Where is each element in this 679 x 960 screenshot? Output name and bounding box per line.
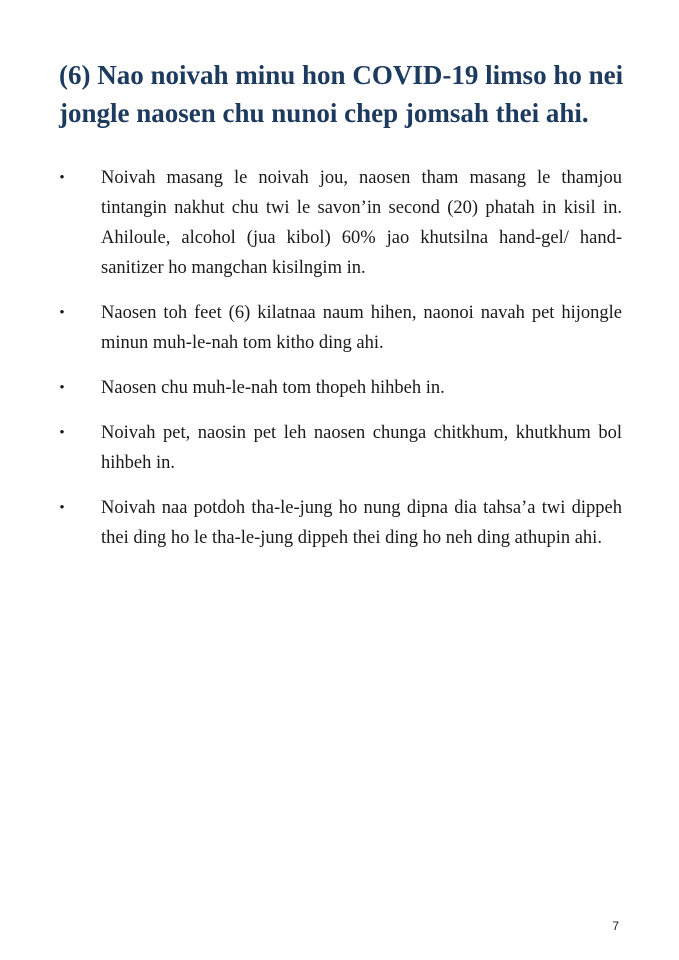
bullet-icon: • (59, 500, 65, 516)
list-item (56, 163, 622, 283)
bullet-list (56, 163, 622, 568)
bullet-text: Noivah naa potdoh tha-le-jung ho nung dipna dia tahsa’a twi dippeh thei ding ho le tha-le-jung dippeh thei ding ho neh ding athupin ahi. (101, 498, 622, 548)
bullet-icon: • (59, 380, 65, 396)
list-item (56, 373, 622, 403)
bullet-icon: • (59, 170, 65, 186)
bullet-text: Noivah pet, naosin pet leh naosen chunga chitkhum, khutkhum bol hihbeh in. (101, 423, 622, 473)
bullet-text: Naosen toh feet (6) kilatnaa naum hihen, naonoi navah pet hijongle minun muh-le-nah tom kitho ding ahi. (101, 303, 622, 353)
heading-line-1: (6) Nao noivah minu hon COVID-19 limso ho nei (59, 60, 624, 90)
page-number: 7 (612, 919, 619, 933)
section-heading (59, 56, 624, 132)
list-item (56, 493, 622, 553)
bullet-text: Naosen chu muh-le-nah tom thopeh hihbeh in. (101, 378, 445, 398)
list-item (56, 418, 622, 478)
list-item (56, 298, 622, 358)
heading-line-2: jongle naosen chu nunoi chep jomsah thei ahi. (59, 98, 589, 128)
bullet-icon: • (59, 305, 65, 321)
bullet-text: Noivah masang le noivah jou, naosen tham masang le thamjou tintangin nakhut chu twi le savon’in second (20) phatah in kisil in. Ahiloule, alcohol (jua kibol) 60% jao khutsilna hand-gel/ hand-sanitizer ho mangchan kisilngim in. (101, 168, 622, 278)
bullet-icon: • (59, 425, 65, 441)
